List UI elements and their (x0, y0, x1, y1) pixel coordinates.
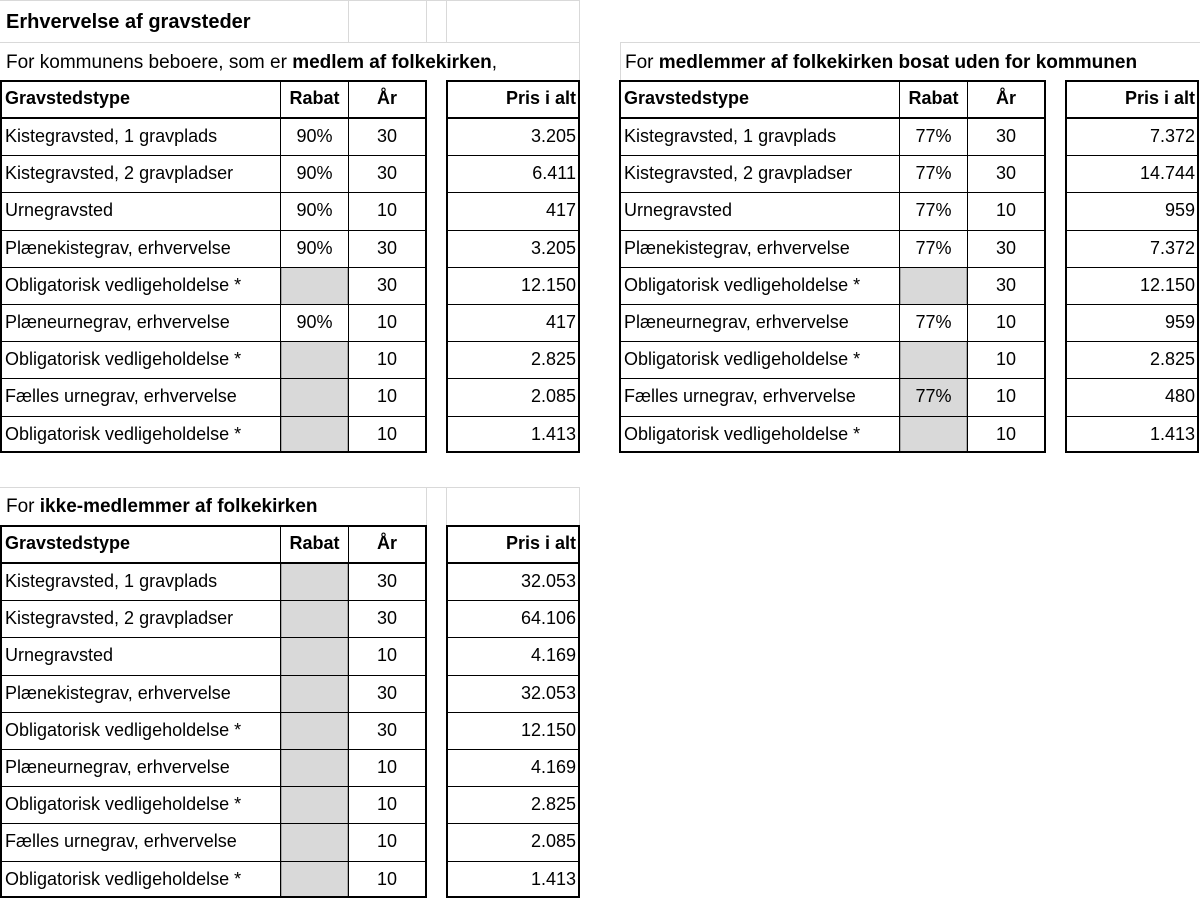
gridline (620, 42, 1200, 43)
row-price: 4.169 (530, 757, 576, 777)
table-border (446, 712, 580, 713)
table-border (0, 451, 427, 453)
column-header-type: Gravstedstype (5, 533, 131, 553)
row-year: 10 (995, 386, 1017, 407)
row-price: 12.150 (520, 274, 576, 295)
column-header-rabat: Rabat (289, 533, 340, 553)
table-border (0, 896, 427, 898)
row-year: 10 (376, 386, 398, 407)
table-border (619, 80, 1046, 82)
row-type: Obligatorisk vedligeholdelse * (5, 423, 242, 444)
table-border (0, 675, 427, 676)
row-price: 417 (545, 312, 576, 332)
row-year: 30 (995, 274, 1017, 295)
row-year: 10 (376, 200, 398, 221)
row-type: Obligatorisk vedligeholdelse * (5, 794, 242, 815)
table-border (446, 416, 580, 417)
price-table-non-members (0, 525, 580, 900)
table-border (0, 230, 427, 231)
table-border (619, 155, 1046, 156)
row-price: 64.106 (520, 608, 576, 629)
row-year: 10 (376, 831, 398, 852)
table-border (446, 861, 580, 862)
table-border (1065, 117, 1199, 119)
price-table-members (0, 80, 580, 455)
row-price: 3.205 (530, 126, 576, 146)
row-year: 10 (376, 423, 398, 444)
row-type: Plæneurnegrav, erhvervelse (624, 312, 849, 332)
row-rabat: 90% (296, 163, 333, 184)
section-heading-outside-bold: medlemmer af folkekirken bosat uden for kommunen (658, 52, 1138, 73)
row-rabat (281, 786, 348, 823)
row-price: 2.825 (530, 794, 576, 815)
row-year: 30 (376, 682, 398, 703)
table-border (619, 341, 1046, 342)
table-border (446, 192, 580, 193)
table-border (446, 80, 580, 82)
column-header-rabat: Rabat (908, 88, 959, 108)
row-price: 959 (1164, 200, 1195, 221)
column-header-type: Gravstedstype (624, 88, 750, 108)
table-border (446, 155, 580, 156)
table-border (1065, 267, 1199, 268)
table-border (0, 823, 427, 824)
column-header-year: År (376, 88, 397, 108)
gridline (579, 487, 580, 525)
table-border (446, 749, 580, 750)
section-heading-members-pre: For kommunens beboere, som er (6, 52, 293, 73)
column-header-type: Gravstedstype (5, 88, 131, 108)
table-border (446, 230, 580, 231)
row-type: Plænekistegrav, erhvervelse (624, 237, 850, 258)
table-border (0, 378, 427, 379)
row-rabat (281, 563, 348, 600)
row-type: Obligatorisk vedligeholdelse * (5, 349, 242, 370)
row-price: 1.413 (530, 423, 576, 444)
table-border (446, 896, 580, 898)
row-type: Urnegravsted (624, 200, 733, 221)
table-border (348, 80, 349, 453)
table-border (619, 267, 1046, 268)
table-border (0, 861, 427, 862)
gridline (426, 0, 427, 42)
row-type: Plænekistegrav, erhvervelse (5, 237, 231, 258)
row-year: 30 (376, 608, 398, 629)
row-year: 30 (376, 274, 398, 295)
row-year: 10 (376, 645, 398, 666)
row-type: Kistegravsted, 1 gravplads (624, 126, 837, 146)
row-type: Kistegravsted, 2 gravpladser (624, 163, 853, 184)
row-rabat: 77% (915, 200, 952, 221)
column-header-year: År (376, 533, 397, 553)
row-year: 10 (376, 794, 398, 815)
row-type: Fælles urnegrav, erhvervelse (5, 386, 237, 407)
column-header-price: Pris i alt (1124, 88, 1195, 108)
column-header-year: År (995, 88, 1016, 108)
table-border (899, 80, 900, 453)
section-heading-non-members (6, 495, 318, 519)
row-rabat (281, 712, 348, 749)
row-type: Obligatorisk vedligeholdelse * (5, 719, 242, 740)
table-border (280, 525, 281, 898)
gridline (426, 487, 427, 525)
table-border (1065, 378, 1199, 379)
section-heading-outside-members (625, 51, 1137, 75)
table-border (0, 562, 427, 564)
row-type: Obligatorisk vedligeholdelse * (624, 423, 861, 444)
row-rabat (281, 823, 348, 860)
table-border (0, 600, 427, 601)
row-year: 10 (376, 757, 398, 777)
row-rabat (281, 378, 348, 415)
row-rabat (281, 416, 348, 453)
row-price: 2.825 (1149, 349, 1195, 370)
row-rabat (281, 861, 348, 898)
row-price: 1.413 (530, 868, 576, 889)
row-year: 30 (995, 237, 1017, 258)
row-rabat (281, 341, 348, 378)
row-year: 10 (995, 349, 1017, 370)
section-heading-non-members-bold: ikke-medlemmer af folkekirken (39, 496, 318, 517)
table-border (1065, 192, 1199, 193)
table-border (446, 562, 580, 564)
row-type: Fælles urnegrav, erhvervelse (624, 386, 856, 407)
column-header-price: Pris i alt (505, 88, 576, 108)
table-border (619, 192, 1046, 193)
section-heading-outside-pre: For (625, 52, 659, 73)
table-border (446, 823, 580, 824)
table-border (1065, 80, 1199, 82)
page-title: Erhvervelse af gravsteder (6, 11, 251, 33)
table-border (280, 80, 281, 453)
row-year: 30 (376, 719, 398, 740)
table-border (619, 416, 1046, 417)
table-border (1065, 341, 1199, 342)
table-border (1065, 304, 1199, 305)
row-price: 4.169 (530, 645, 576, 666)
row-year: 30 (376, 237, 398, 258)
gridline (446, 487, 447, 525)
row-year: 10 (376, 312, 398, 332)
row-year: 10 (995, 312, 1017, 332)
row-price: 32.053 (520, 571, 576, 591)
row-year: 10 (376, 868, 398, 889)
row-rabat (900, 267, 967, 304)
table-border (446, 637, 580, 638)
row-price: 3.205 (530, 237, 576, 258)
row-price: 959 (1164, 312, 1195, 332)
table-border (446, 378, 580, 379)
table-border (0, 416, 427, 417)
row-price: 7.372 (1149, 237, 1195, 258)
table-border (446, 267, 580, 268)
gridline (620, 42, 621, 80)
row-year: 30 (376, 126, 398, 146)
row-price: 7.372 (1149, 126, 1195, 146)
table-border (0, 637, 427, 638)
row-type: Plænekistegrav, erhvervelse (5, 682, 231, 703)
table-border (446, 304, 580, 305)
row-type: Kistegravsted, 2 gravpladser (5, 163, 234, 184)
table-border (619, 230, 1046, 231)
table-border (0, 341, 427, 342)
row-year: 30 (995, 163, 1017, 184)
row-type: Plæneurnegrav, erhvervelse (5, 312, 230, 332)
row-rabat: 77% (900, 378, 967, 415)
row-type: Obligatorisk vedligeholdelse * (624, 349, 861, 370)
table-border (0, 117, 427, 119)
gridline (348, 0, 349, 42)
gridline (579, 0, 580, 80)
table-border (0, 267, 427, 268)
row-rabat: 90% (296, 200, 333, 221)
table-border (446, 786, 580, 787)
gridline (0, 42, 580, 43)
table-border (446, 117, 580, 119)
table-border (0, 786, 427, 787)
table-border (619, 378, 1046, 379)
section-heading-members-post: , (491, 52, 498, 73)
table-border (0, 525, 427, 527)
row-rabat: 77% (915, 312, 952, 332)
row-year: 10 (376, 349, 398, 370)
row-type: Urnegravsted (5, 645, 114, 666)
gridline (446, 0, 447, 42)
row-rabat (281, 600, 348, 637)
row-rabat (281, 675, 348, 712)
table-border (0, 155, 427, 156)
table-border (446, 675, 580, 676)
table-border (1065, 230, 1199, 231)
row-rabat (900, 341, 967, 378)
row-rabat: 90% (296, 237, 333, 258)
table-border (446, 341, 580, 342)
row-price: 32.053 (520, 682, 576, 703)
row-type: Fælles urnegrav, erhvervelse (5, 831, 237, 852)
row-price: 2.825 (530, 349, 576, 370)
row-type: Urnegravsted (5, 200, 114, 221)
table-border (0, 192, 427, 193)
row-price: 417 (545, 200, 576, 221)
table-border (0, 749, 427, 750)
row-rabat (281, 749, 348, 786)
row-type: Kistegravsted, 2 gravpladser (5, 608, 234, 629)
row-type: Kistegravsted, 1 gravplads (5, 126, 218, 146)
row-rabat: 77% (915, 237, 952, 258)
row-price: 12.150 (1139, 274, 1195, 295)
row-price: 14.744 (1139, 163, 1195, 184)
price-table-outside-members (619, 80, 1200, 455)
row-type: Kistegravsted, 1 gravplads (5, 571, 218, 591)
table-border (1065, 451, 1199, 453)
table-border (619, 117, 1046, 119)
row-rabat (900, 416, 967, 453)
row-price: 6.411 (532, 163, 576, 184)
row-price: 2.085 (530, 831, 576, 852)
table-border (1065, 155, 1199, 156)
row-year: 30 (376, 163, 398, 184)
column-header-price: Pris i alt (505, 533, 576, 553)
table-border (619, 451, 1046, 453)
row-type: Obligatorisk vedligeholdelse * (624, 274, 861, 295)
row-type: Obligatorisk vedligeholdelse * (5, 274, 242, 295)
row-price: 2.085 (530, 386, 576, 407)
row-rabat: 77% (915, 163, 952, 184)
row-rabat: 90% (296, 126, 333, 146)
table-border (446, 600, 580, 601)
row-price: 1.413 (1149, 423, 1195, 444)
row-price: 12.150 (520, 719, 576, 740)
table-border (446, 525, 580, 527)
column-header-rabat: Rabat (289, 88, 340, 108)
gridline (0, 0, 580, 1)
row-rabat (281, 267, 348, 304)
row-year: 30 (995, 126, 1017, 146)
row-type: Plæneurnegrav, erhvervelse (5, 757, 230, 777)
gridline (0, 487, 580, 488)
row-rabat: 90% (296, 312, 333, 332)
row-price: 480 (1164, 386, 1195, 407)
row-year: 10 (995, 200, 1017, 221)
table-border (0, 80, 427, 82)
table-border (1065, 416, 1199, 417)
row-year: 10 (995, 423, 1017, 444)
row-year: 30 (376, 571, 398, 591)
table-border (967, 80, 968, 453)
section-heading-members-bold: medlem af folkekirken (292, 52, 492, 73)
row-type: Obligatorisk vedligeholdelse * (5, 868, 242, 889)
section-heading-non-members-pre: For (6, 496, 40, 517)
section-heading-members (6, 51, 497, 75)
table-border (0, 712, 427, 713)
row-rabat: 77% (915, 126, 952, 146)
table-border (0, 304, 427, 305)
table-border (446, 451, 580, 453)
table-border (348, 525, 349, 898)
table-border (619, 304, 1046, 305)
row-rabat (281, 637, 348, 674)
